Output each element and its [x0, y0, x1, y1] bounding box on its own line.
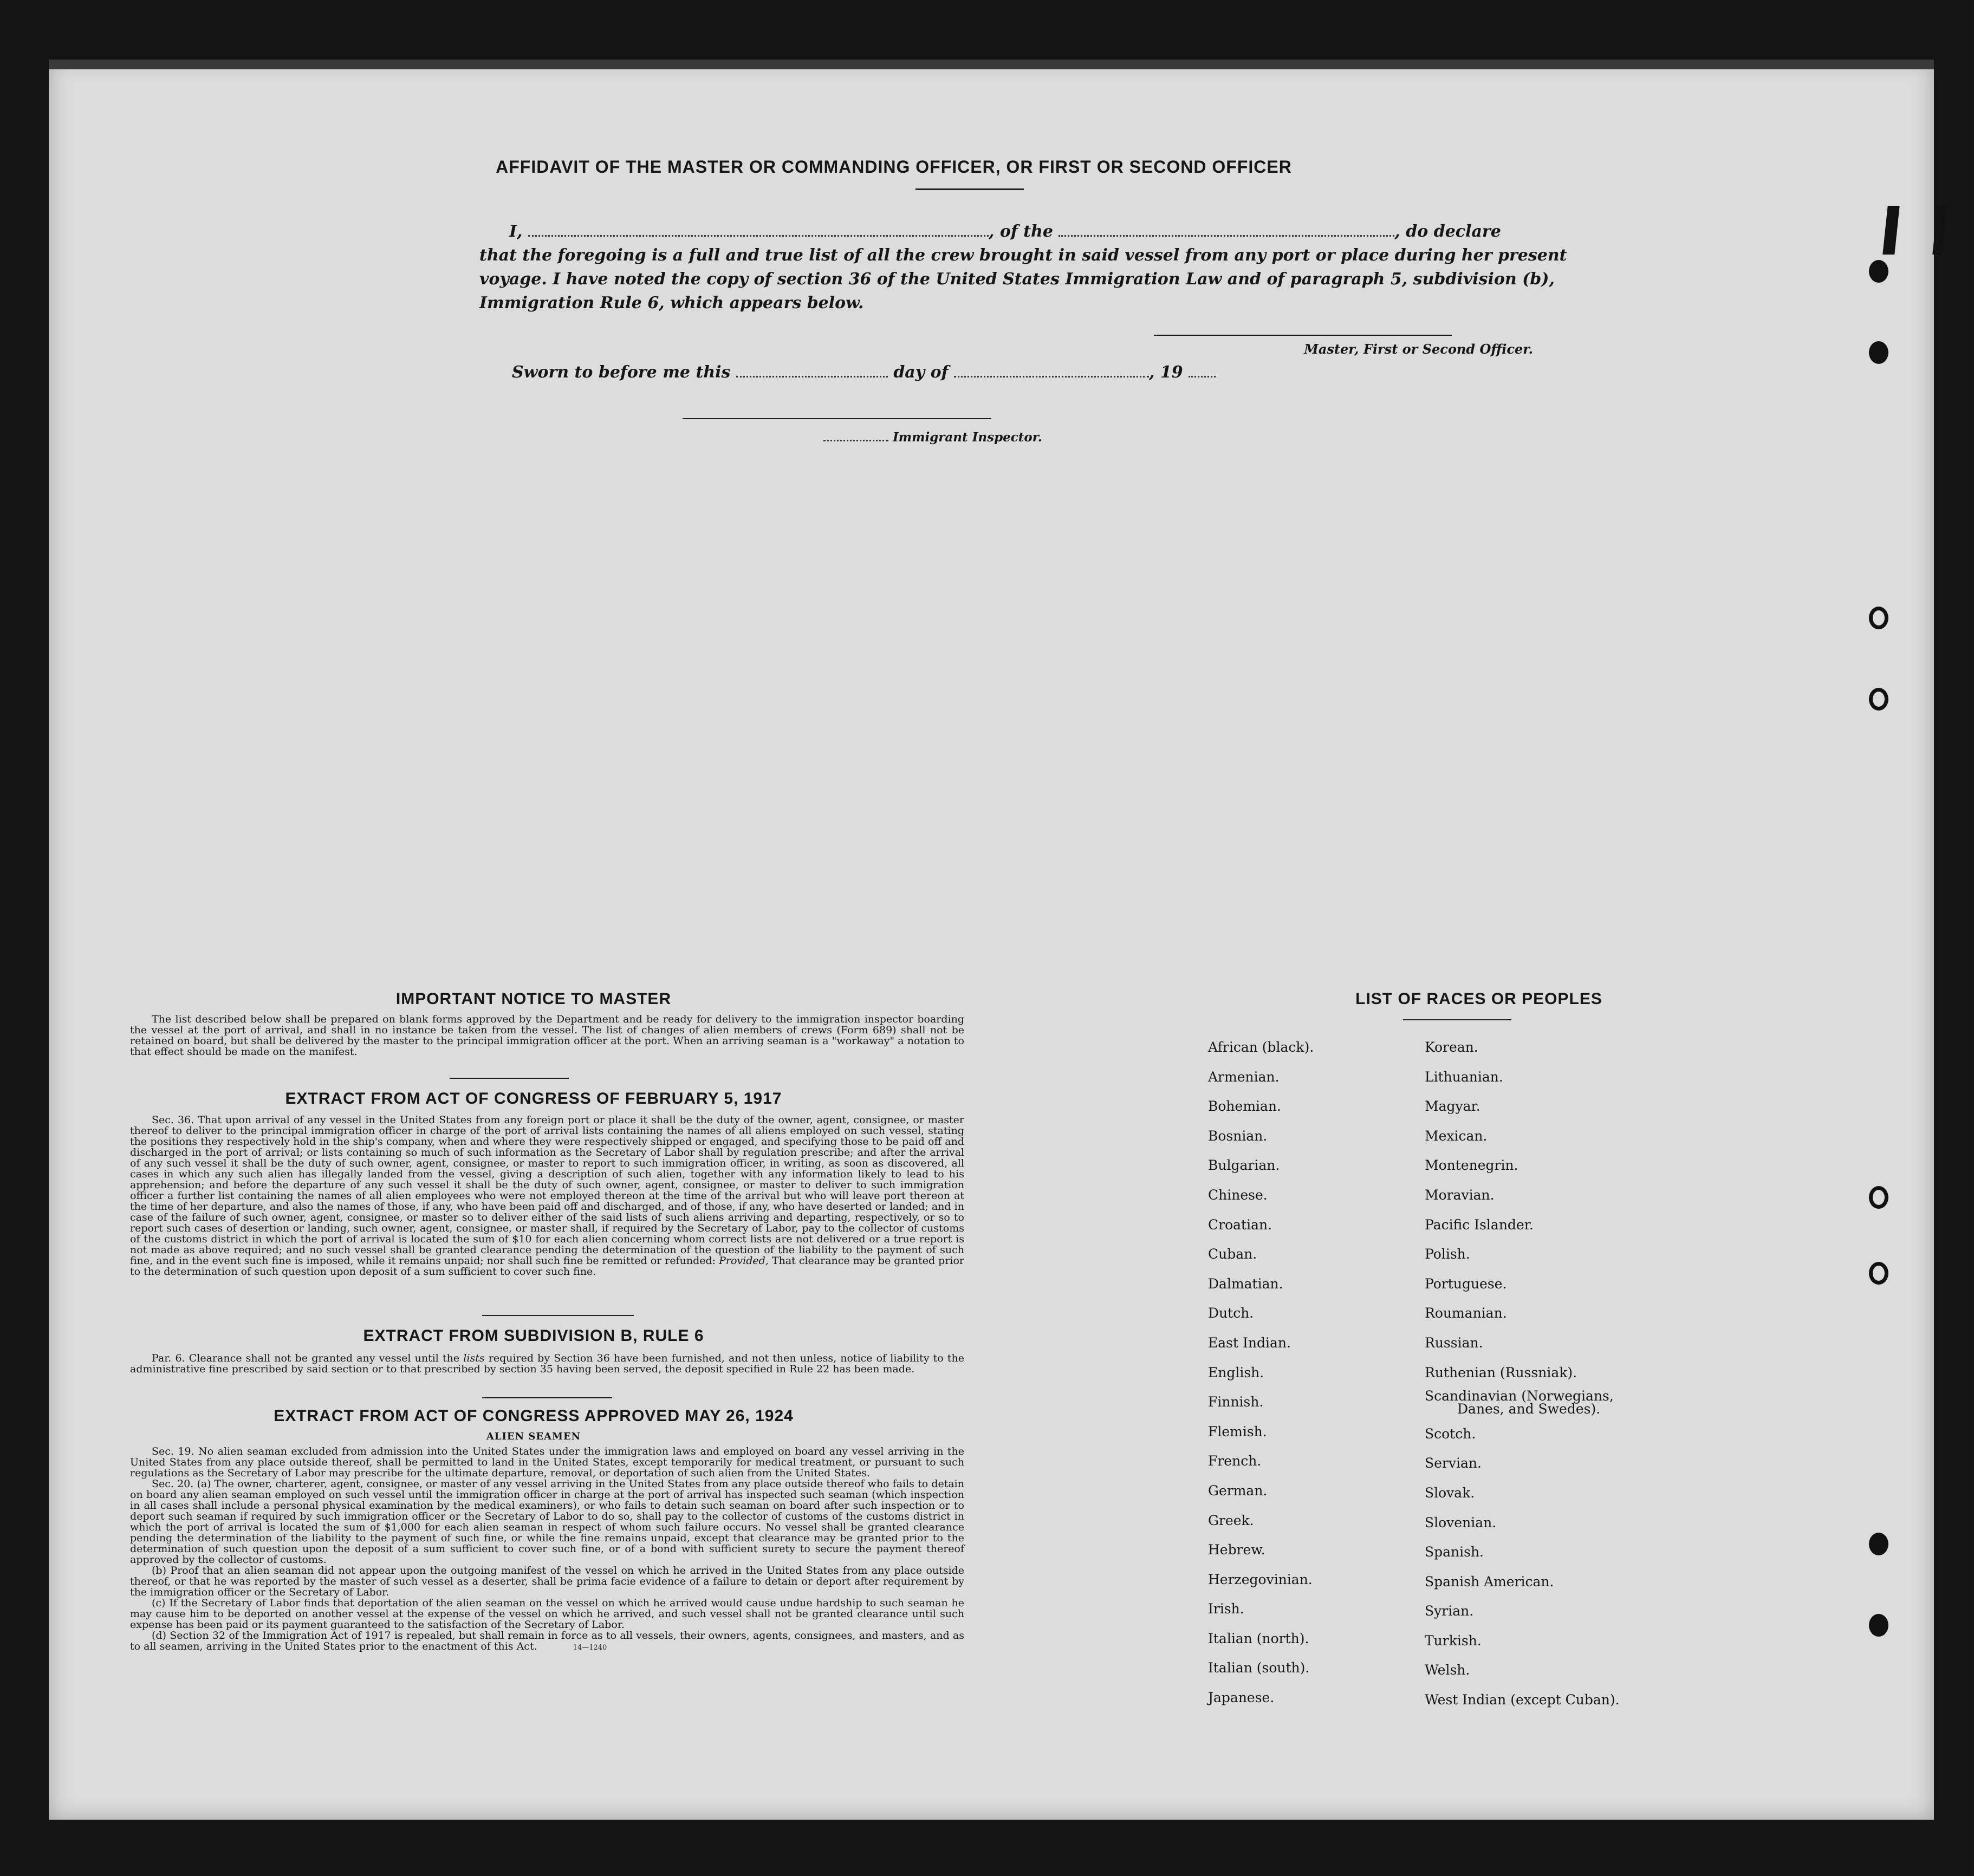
- sec-19-text: Sec. 19. No alien seaman excluded from admission into the United States under the immigration laws and employed on board any vessel arriving in the United States from any place outside thereof, shall be permitted to land in the United States, except temporarily for medical treatment, or pursuant to such regulations as the Secretary of Labor may prescribe for the ultimate departure, removal, or deportation of such alien from the United States.: [130, 1445, 964, 1479]
- affidavit-body: [479, 220, 1567, 315]
- race-item: Bohemian.: [1208, 1098, 1281, 1115]
- sec-20d-body: (d) Section 32 of the Immigration Act of 1917 is repealed, but shall remain in force as to all vessels, their owners, agents, consignees, and masters, and as to all seamen, arriving in the United States prior to the enactment of this Act.: [130, 1630, 964, 1652]
- races-title: LIST OF RACES OR PEOPLES: [1355, 990, 1602, 1008]
- inspector-signature-line[interactable]: [683, 418, 991, 419]
- race-item: Russian.: [1425, 1334, 1483, 1351]
- form-number: 14—1240: [573, 1644, 607, 1652]
- sworn-month-blank[interactable]: [954, 376, 1149, 377]
- races-left-column: [1208, 1033, 1403, 1713]
- signature-line[interactable]: [1154, 335, 1452, 336]
- punch-hole: [1869, 1614, 1888, 1637]
- section-rule: [482, 1397, 612, 1398]
- races-title-rule: [1403, 1019, 1511, 1020]
- sworn-day-of: day of: [893, 363, 949, 382]
- lists-word: lists: [463, 1352, 485, 1364]
- race-item: East Indian.: [1208, 1334, 1291, 1351]
- punch-hole: [1869, 260, 1888, 283]
- race-item: Irish.: [1208, 1601, 1244, 1617]
- race-item: Dalmatian.: [1208, 1275, 1283, 1292]
- top-edge-shadow: [49, 60, 1934, 69]
- race-item: Greek.: [1208, 1512, 1254, 1528]
- sworn-prefix: Sworn to before me this: [512, 363, 731, 382]
- sworn-line: [512, 363, 1216, 382]
- race-item: Ruthenian (Russniak).: [1425, 1364, 1577, 1380]
- race-item: Roumanian.: [1425, 1305, 1507, 1321]
- sec-20d-text: [130, 1630, 964, 1653]
- extract-1924-title: EXTRACT FROM ACT OF CONGRESS APPROVED MAY 26, 1924: [274, 1407, 794, 1425]
- race-item: Montenegrin.: [1425, 1157, 1518, 1174]
- sworn-year: , 19: [1149, 363, 1183, 382]
- vessel-name-blank[interactable]: [1059, 235, 1394, 237]
- affidavit-line-2: that the foregoing is a full and true list of all the crew brought in said vessel from any port or place during her present: [479, 246, 1567, 265]
- declare-label: , do declare: [1394, 222, 1501, 241]
- race-item: Turkish.: [1425, 1632, 1482, 1649]
- sworn-year-blank[interactable]: [1189, 376, 1216, 377]
- alien-seamen-subtitle: ALIEN SEAMEN: [486, 1431, 581, 1442]
- section-rule: [482, 1315, 634, 1316]
- sworn-day-blank[interactable]: [736, 376, 888, 377]
- sec-36-text: That upon arrival of any vessel in the United States from any foreign port or place it shall be the duty of the owner, agent, consignee, or master thereof to deliver to the principal immigration officer in charge of the port of arrival lists containing the names of all aliens employed on such vessel, stating the positions they respectively hold in the ship's company, when and where they were respectively shipped or engaged, and specifying those to be paid off and discharged in the port of arrival; or lists containing so much of such information as the Secretary of Labor shall by regulation prescribe; and after the arrival of any such vessel it shall be the duty of such owner, agent, consignee, or master to report to such immigration officer, in writing, as soon as discovered, all cases in which any such alien has illegally landed from the vessel, giving a description of such alien, together with any information likely to lead to his apprehension; and before the departure of any such vessel it shall be the duty of such owner, agent, consignee, or master to deliver to such immigration officer a further list containing the names of all alien employees who were not employed thereon at the time of the arrival but who will leave port thereon at the time of her departure, and also the names of those, if any, who have been paid off and discharged, and of those, if any, who have deserted or landed; and in case of the failure of such owner, agent, consignee, or master so to deliver either of the said lists of such aliens arriving and departing, respectively, or so to report such cases of desertion or landing, such owner, agent, consignee, or master shall, if required by the Secretary of Labor, pay to the collector of customs of the customs district in which the port of arrival is located the sum of $10 for each alien concerning whom correct lists are not delivered or a true report is not made as above required; and no such vessel shall be granted clearance pending the determination of the question of the liability to the payment of such fine, and in the event such fine is imposed, while it remains unpaid; nor shall such fine be remitted or refunded:: [130, 1114, 964, 1267]
- race-item: Hebrew.: [1208, 1542, 1265, 1558]
- affidavit-line-4: Immigration Rule 6, which appears below.: [479, 294, 864, 312]
- race-item: Portuguese.: [1425, 1275, 1507, 1292]
- extract-1917-title: EXTRACT FROM ACT OF CONGRESS OF FEBRUARY 5, 1917: [285, 1090, 782, 1108]
- provided-label: Provided,: [719, 1255, 769, 1267]
- race-item: Mexican.: [1425, 1128, 1488, 1144]
- sec-36-label: Sec. 36.: [152, 1114, 194, 1126]
- notice-title: IMPORTANT NOTICE TO MASTER: [395, 990, 672, 1008]
- race-item: Lithuanian.: [1425, 1069, 1503, 1085]
- race-item: Polish.: [1425, 1246, 1470, 1262]
- title-rule: [915, 188, 1024, 190]
- race-item: Flemish.: [1208, 1423, 1267, 1439]
- signature-label: Master, First or Second Officer.: [1304, 341, 1533, 357]
- punch-hole: [1869, 1186, 1888, 1209]
- provided-text: That clearance may be granted prior to the determination of such question upon deposit of a sum sufficient to cover such fine.: [130, 1255, 964, 1278]
- races-right-column: [1425, 1033, 1696, 1715]
- sec-20a-text: Sec. 20. (a) The owner, charterer, agent, consignee, or master of any vessel arriving in the United States from any place outside thereof who fails to detain on board any alien seaman employed on such vessel until the immigration officer in charge at the port of arrival has inspected such seaman (which inspection in all cases shall include a personal physical examination by the medical examiners), or who fails to detain such seaman on board after such inspection or to deport such seaman if required by such immigration officer or the Secretary of Labor to do so, shall pay to the collector of customs of the customs district in which the port of arrival is located the sum of $1,000 for each alien seaman in respect of whom such failure occurs. No vessel shall be granted clearance pending the determination of the liability to the payment of such fine, or while the fine remains unpaid, except that clearance may be granted prior to the determination of such question upon the deposit of a sum sufficient to cover such fine, or of a bond with sufficient surety to secure the payment thereof approved by the collector of customs.: [130, 1478, 964, 1566]
- punch-hole: [1869, 341, 1888, 364]
- declarant-name-blank[interactable]: [528, 235, 989, 237]
- race-item: Finnish.: [1208, 1394, 1264, 1410]
- extract-rule6-text: [130, 1353, 964, 1375]
- race-item: African (black).: [1208, 1039, 1314, 1055]
- race-item: Italian (south).: [1208, 1660, 1310, 1676]
- race-item: Slovenian.: [1425, 1514, 1497, 1530]
- race-item: Pacific Islander.: [1425, 1216, 1534, 1233]
- affidavit-line-1: [509, 220, 1549, 244]
- race-item: Slovak.: [1425, 1484, 1475, 1501]
- race-item: French.: [1208, 1453, 1262, 1469]
- rule6-text-b: required by Section 36 have been furnished, and not then unless, notice of liability to the administrative fine prescribed by said section or to that prescribed by section 35 having been served, the deposit specified in Rule 22 has been made.: [130, 1352, 965, 1375]
- extract-rule6-title: EXTRACT FROM SUBDIVISION B, RULE 6: [363, 1327, 704, 1345]
- affidavit-line-3: voyage. I have noted the copy of section 36 of the United States Immigration Law and of paragraph 5, subdivision (b),: [479, 270, 1555, 289]
- race-item: Moravian.: [1425, 1187, 1495, 1203]
- race-item: Chinese.: [1208, 1187, 1268, 1203]
- par-6-label: Par. 6.: [152, 1352, 185, 1364]
- inspector-label: Immigrant Inspector.: [893, 430, 1042, 445]
- extract-1917-text: [130, 1115, 964, 1277]
- race-item: Magyar.: [1425, 1098, 1480, 1115]
- race-item: Herzegovinian.: [1208, 1571, 1313, 1587]
- race-item: Cuban.: [1208, 1246, 1257, 1262]
- race-item: Bosnian.: [1208, 1128, 1268, 1144]
- race-item: Korean.: [1425, 1039, 1478, 1055]
- race-item-continuation: Danes, and Swedes).: [1457, 1401, 1601, 1417]
- race-item: Welsh.: [1425, 1662, 1470, 1678]
- race-item: German.: [1208, 1482, 1268, 1499]
- affidavit-title: AFFIDAVIT OF THE MASTER OR COMMANDING OFFICER, OR FIRST OR SECOND OFFICER: [496, 157, 1292, 177]
- punch-hole: [1869, 1533, 1888, 1555]
- of-the-label: , of the: [988, 222, 1053, 241]
- race-item: Italian (north).: [1208, 1630, 1309, 1646]
- inspector-label-row: [823, 430, 1042, 445]
- punch-hole: [1869, 1262, 1888, 1285]
- race-item: Spanish.: [1425, 1544, 1484, 1560]
- sec-20b-text: (b) Proof that an alien seaman did not appear upon the outgoing manifest of the vessel on which he arrived in the United States from any place outside thereof, or that he was reported by the master of such vessel as a deserter, shall be prima facie evidence of a failure to detain or deport after requirement by the immigration officer or the Secretary of Labor.: [130, 1565, 964, 1598]
- race-item: Bulgarian.: [1208, 1157, 1280, 1174]
- race-item: Armenian.: [1208, 1069, 1280, 1085]
- race-item: Dutch.: [1208, 1305, 1254, 1321]
- extract-1924-text: [130, 1446, 964, 1653]
- sec-20c-text: (c) If the Secretary of Labor finds that deportation of the alien seaman on the vessel on which he arrived would cause undue hardship to such seaman he may cause him to be deported on another vessel at the expense of the vessel on which he arrived, and such vessel shall not be granted clearance until such expense has been paid or its payment guaranteed to the satisfaction of the Secretary of Labor.: [130, 1597, 964, 1631]
- race-item: Spanish American.: [1425, 1573, 1554, 1590]
- declarant-prefix: I,: [509, 222, 523, 241]
- race-item: Croatian.: [1208, 1216, 1272, 1233]
- race-item: Syrian.: [1425, 1603, 1474, 1619]
- punch-hole: [1869, 607, 1888, 629]
- ink-mark: [1882, 206, 1946, 255]
- punch-hole: [1869, 688, 1888, 711]
- race-item: Japanese.: [1208, 1690, 1275, 1706]
- document-sheet: [49, 60, 1934, 1820]
- race-item: English.: [1208, 1364, 1264, 1380]
- section-rule: [450, 1078, 569, 1079]
- race-item: Servian.: [1425, 1455, 1482, 1471]
- race-item: Scotch.: [1425, 1425, 1476, 1442]
- inspector-blank[interactable]: [823, 440, 888, 441]
- race-item: Scandinavian (Norwegians, Danes, and Swedes).: [1425, 1388, 1696, 1419]
- notice-text: The list described below shall be prepared on blank forms approved by the Department and be ready for delivery to the immigration inspector boarding the vessel at the port of arrival, and shall in no instance be taken from the vessel. The list of changes of alien members of crews (Form 689) shall not be retained on board, but shall be delivered by the master to the principal immigration officer at the port. When an arriving seaman is a "workaway" a notation to that effect should be made on the manifest.: [130, 1013, 964, 1058]
- rule6-text-a: Clearance shall not be granted any vessel until the: [189, 1352, 460, 1364]
- race-item: West Indian (except Cuban).: [1425, 1692, 1620, 1708]
